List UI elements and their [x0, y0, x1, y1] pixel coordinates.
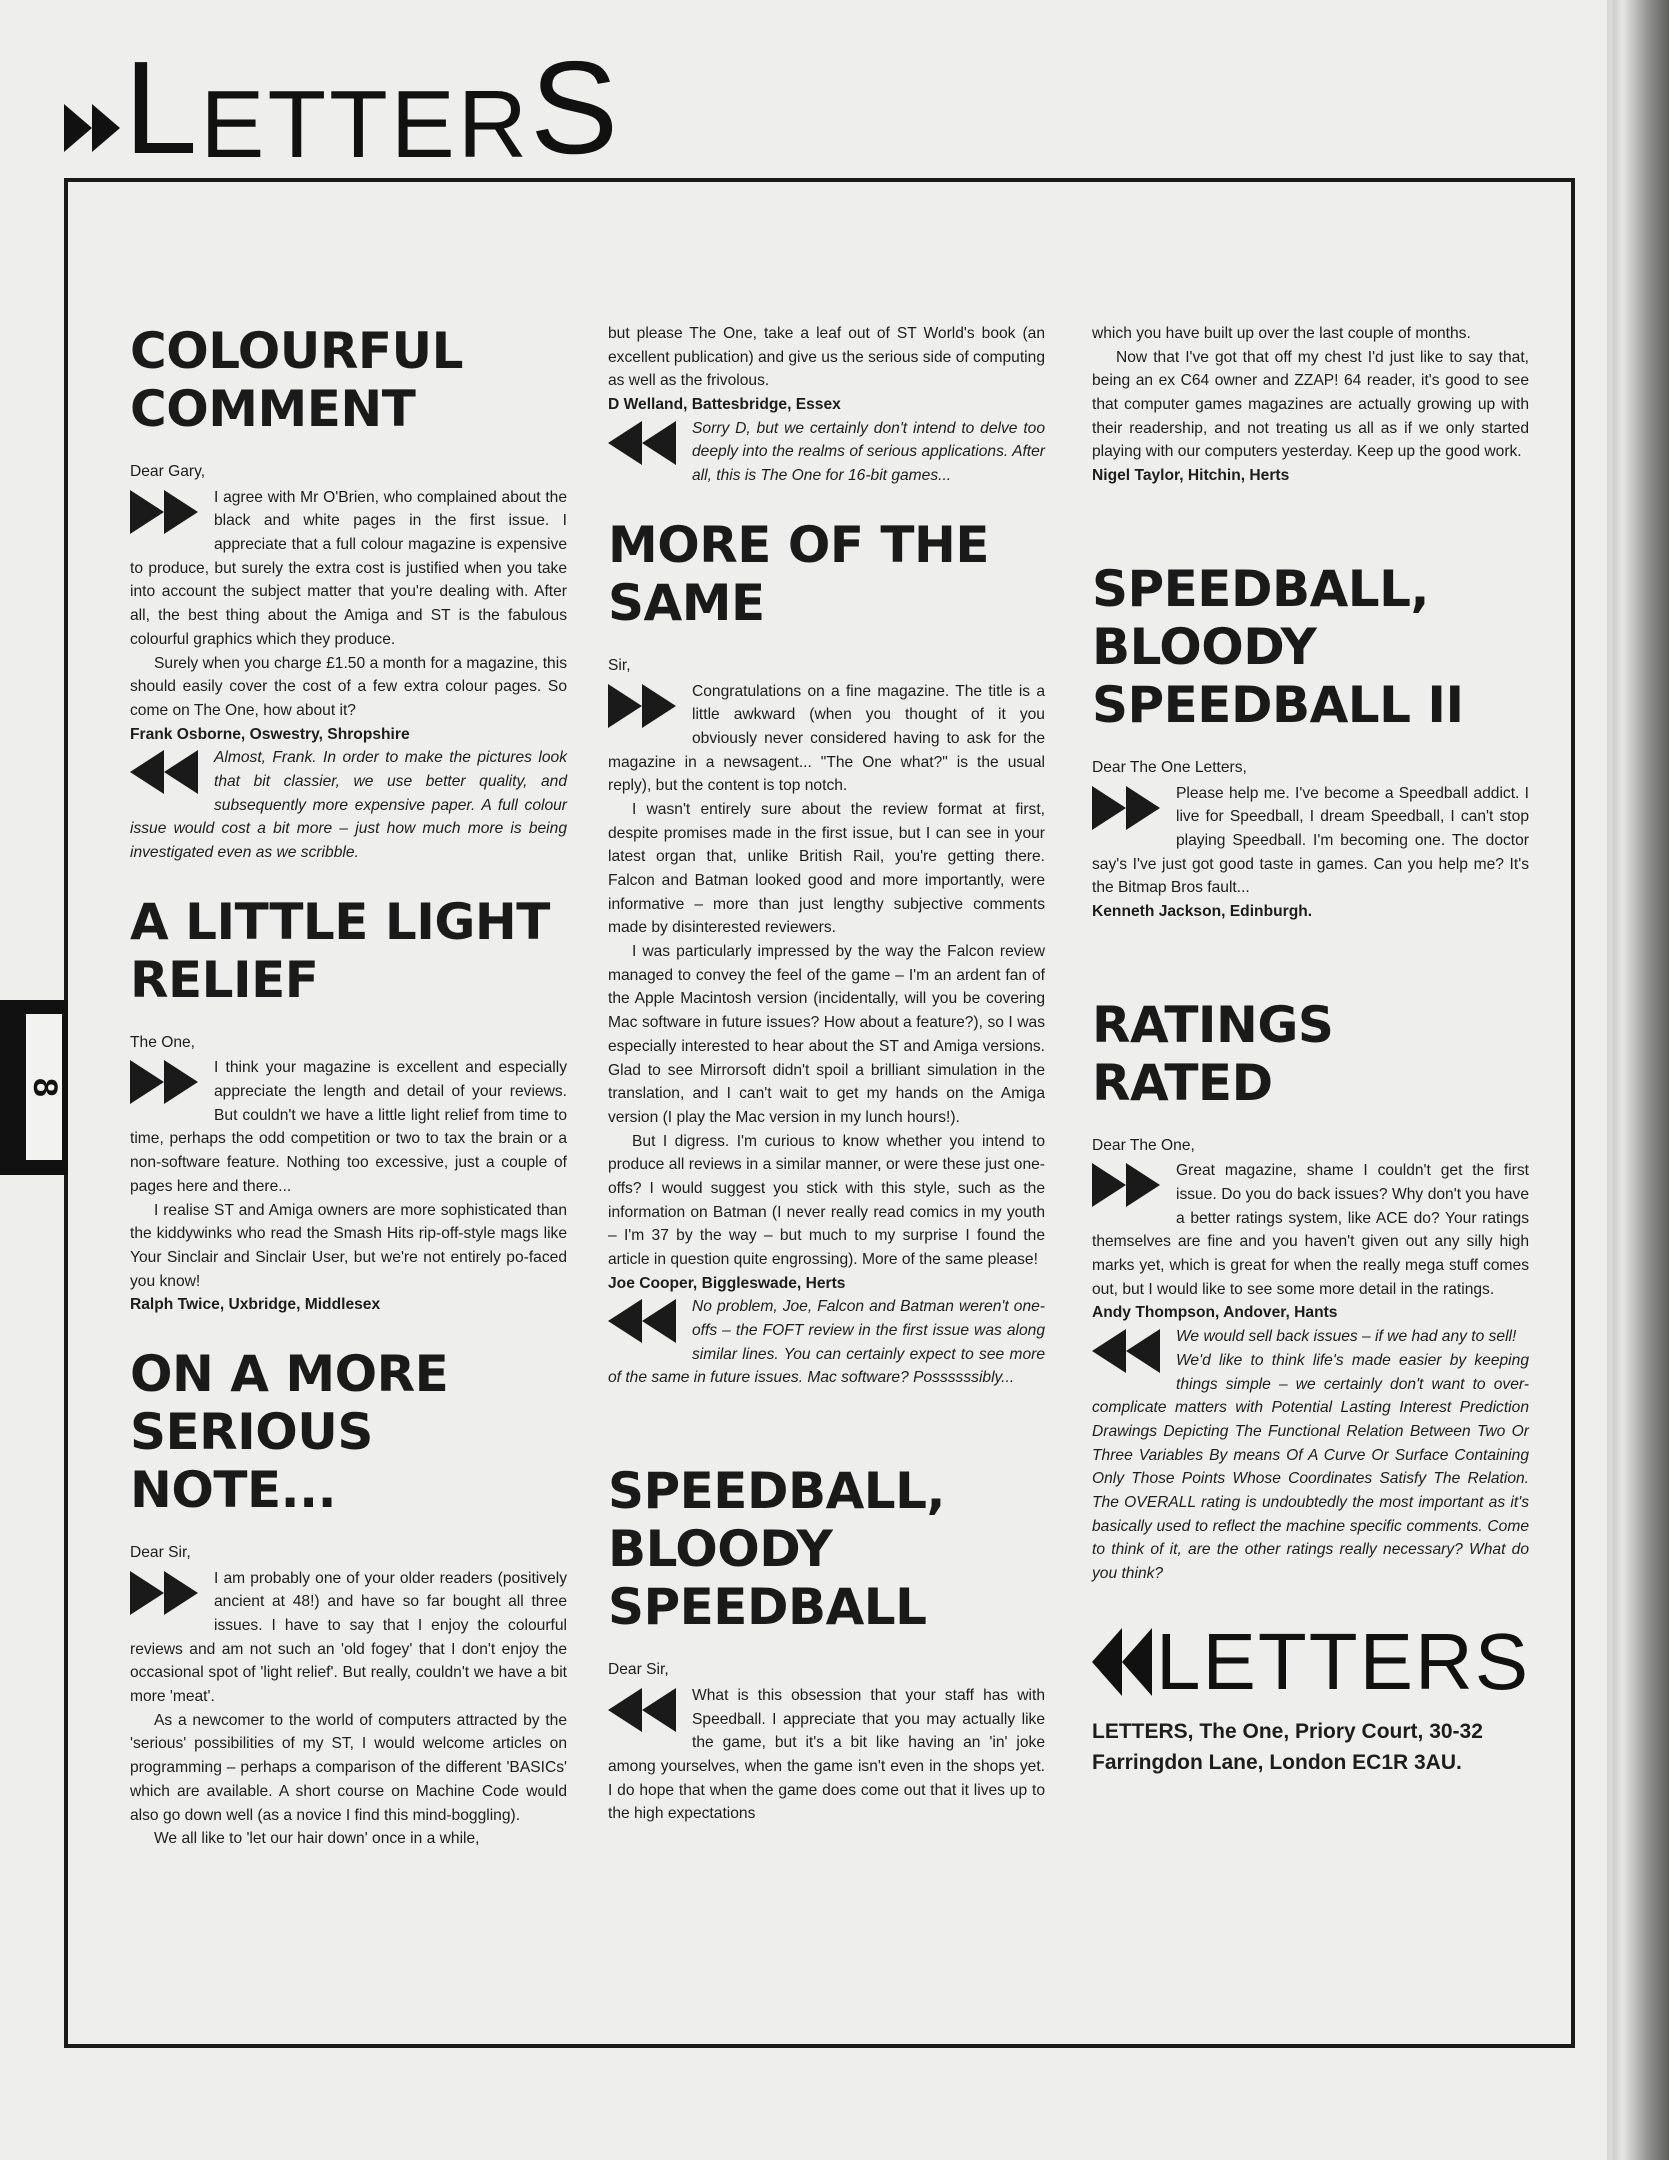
letter-body: Congratulations on a fine magazine. The title is a little awkward (when you thought of it you obviously never considered having to ask for the magazine in a newsagent... "The One what?" is the usual reply), but the content is top notch.	[608, 682, 1045, 795]
letter-body: I am probably one of your older readers (positively ancient at 48!) and have so far bought all three issues. I have to say that I enjoy the colourful reviews and am not such an 'old fogey' that I don't enjoy the occasional spot of 'light relief'. But really, couldn't we have a bit more 'meat'.	[130, 1569, 567, 1706]
letter-body: Great magazine, shame I couldn't get the first issue. Do you do back issues? Why don't you have a better ratings system, like ACE do? Your ratings themselves are fine and you haven't given out any silly high marks yet, which is great for when the really mega stuff comes out, but I would like to see some more detail in the ratings.	[1092, 1162, 1529, 1298]
masthead-last-letter: S	[530, 34, 622, 182]
reply-text: No problem, Joe, Falcon and Batman weren't one-offs – the FOFT review in the first issue was along similar lines. You can certainly expect to see more of the same in future issues. Mac software? Possssssibly...	[608, 1298, 1045, 1387]
letter-signature: Ralph Twice, Uxbridge, Middlesex	[130, 1296, 381, 1314]
letters-logo-label: LETTERS	[1156, 1616, 1531, 1706]
headline: A LITTLE LIGHT RELIEF	[130, 892, 550, 1009]
letter-colourful-comment	[130, 322, 567, 865]
headline: RATINGS RATED	[1092, 995, 1334, 1112]
letter-body: I was particularly impressed by the way the Falcon review managed to convey the feel of the game – I'm an ardent fan of the Apple Macintosh version (incidentally, will you be covering Mac software in future issues? How about a feature?), so I was especially interested to hear about the ST and Amiga versions. Glad to see Mirrorsoft didn't spoil a brilliant simulation in the translation, and I can't wait to get my hands on the Amiga version (I play the Mac version in my lunch hours!).	[608, 943, 1045, 1126]
back-arrow-icon	[1092, 1628, 1122, 1696]
letter-body: Now that I've got that off my chest I'd just like to say that, being an ex C64 owner and ZZAP! 64 reader, it's good to see that computer games magazines are actually growing up with their readership, and not treating us all as if we only started playing with our computers yesterday. Keep up the good work.	[1092, 348, 1529, 461]
masthead-first-letter: L	[124, 34, 201, 182]
reply-text: We'd like to think life's made easier by keeping things simple – we certainly don't want to over-complicate matters with Potential Lasting Interest Prediction Drawings Depicting The Functional Relation Between Two Or Three Variables By means Of A Curve Or Surface Containing Only Those Points Whose Coordinates Satisfy The Relation. The OVERALL rating is undoubtedly the most important as it's basically used to reflect the machine specific comments. Come to think of it, are the other ratings really necessary? What do you think?	[1092, 1351, 1529, 1582]
letter-body: What is this obsession that your staff has with Speedball. I appreciate that you may actually like the game, but it's a bit like having an 'in' joke among yourselves, when the game isn't even in the shops yet. I do hope that when the game does come out that it lives up to the high expectations	[608, 1686, 1045, 1823]
salutation: Dear Sir,	[130, 1543, 191, 1561]
reply-text: Sorry D, but we certainly don't intend to delve too deeply into the realms of serious applications. After all, this is The One for 16-bit games...	[692, 419, 1045, 485]
letter-signature: D Welland, Battesbridge, Essex	[608, 396, 841, 414]
masthead	[64, 34, 622, 182]
salutation: The One,	[130, 1033, 196, 1051]
letters-logo	[1092, 1616, 1531, 1706]
letter-ratings-rated	[1092, 996, 1529, 1586]
forward-arrows-icon	[1092, 786, 1166, 830]
salutation: Dear Sir,	[608, 1661, 669, 1679]
letter-light-relief	[130, 893, 567, 1317]
headline: COLOURFUL COMMENT	[130, 322, 463, 438]
headline: SPEEDBALL, BLOODY SPEEDBALL II	[1092, 559, 1464, 734]
masthead-arrows-icon	[64, 104, 120, 168]
page-edge-shadow	[1607, 0, 1669, 2160]
letter-body: I think your magazine is excellent and especially appreciate the length and detail of your reviews. But couldn't we have a little light relief from time to time, perhaps the odd competition or two to tax the brain or a non-software feature. Nothing too excessive, just a couple of pages here and there...	[130, 1059, 567, 1195]
back-arrows-icon	[608, 1688, 682, 1732]
letter-more-of-the-same	[608, 516, 1045, 1390]
letter-body: but please The One, take a leaf out of ST World's book (an excellent publication) and give us the serious side of computing as well as the frivolous.	[608, 325, 1045, 390]
editor-reply	[130, 746, 567, 864]
back-arrows-icon	[130, 750, 204, 794]
column-1	[130, 322, 567, 1851]
reply-text: Almost, Frank. In order to make the pictures look that bit classier, we use better quality, and subsequently more expensive paper. A full colour issue would cost a bit more – just how much more is being investigated even as we scribble.	[130, 749, 567, 861]
editor-reply	[608, 417, 1045, 488]
letter-speedball	[608, 1462, 1045, 1826]
headline: ON A MORE SERIOUS NOTE...	[130, 1344, 449, 1519]
letter-serious-note	[130, 1345, 567, 1851]
letter-speedball-ii	[1092, 560, 1529, 924]
letter-body: Please help me. I've become a Speedball addict. I live for Speedball, I dream Speedball, I can't stop playing Speedball. I'm becoming one. The doctor say's I've just got good taste in games. Can you help me? It's the Bitmap Bros fault...	[1092, 784, 1529, 897]
letter-body: As a newcomer to the world of computers attracted by the 'serious' possibilities of my ST, I would welcome articles on programming – perhaps a comparison of the different 'BASICs' which are available. A short course on Machine Code would also go down well (as a novice I find this mind-boggling).	[130, 1711, 567, 1824]
letter-body: I wasn't entirely sure about the review format at first, despite promises made in the first issue, but I can see in your latest organ that, unlike British Rail, you're getting there. Falcon and Batman looked good and more importantly, were informative – more than just lengthy subjective comments made by disinterested reviewers.	[608, 800, 1045, 937]
back-arrow-icon	[1122, 1628, 1152, 1696]
reply-text: We would sell back issues – if we had any to sell!	[1176, 1328, 1517, 1346]
back-arrows-icon	[608, 1299, 682, 1343]
letter-signature: Andy Thompson, Andover, Hants	[1092, 1304, 1338, 1322]
editor-reply	[1092, 1325, 1529, 1586]
letter-body: We all like to 'let our hair down' once in a while,	[154, 1830, 480, 1848]
forward-arrows-icon	[130, 1571, 204, 1615]
letter-body: I realise ST and Amiga owners are more sophisticated than the kiddywinks who read the Smash Hits rip-off-style mags like Your Sinclair and Sinclair User, but we're not entirely po-faced you know!	[130, 1201, 567, 1290]
page-number-tab	[0, 1000, 68, 1175]
letter-body: which you have built up over the last couple of months.	[1092, 325, 1471, 342]
masthead-middle: ETTER	[200, 70, 531, 178]
salutation: Dear Gary,	[130, 463, 206, 480]
letter-speedball-continued	[1092, 322, 1529, 488]
headline: MORE OF THE SAME	[608, 515, 989, 632]
forward-arrows-icon	[1092, 1163, 1166, 1207]
contact-address: LETTERS, The One, Priory Court, 30-32 Farringdon Lane, London EC1R 3AU.	[1092, 1719, 1483, 1775]
page-number: 8	[25, 1077, 64, 1097]
letter-body: But I digress. I'm curious to know whether you intend to produce all reviews in a similar manner, or were these just one-offs? I would suggest you stick with this style, such as the information on Batman (I never really read comics in my youth – I'm 37 by the way – but much to my surprise I found the article in question quite engrossing). More of the same please!	[608, 1132, 1045, 1268]
salutation: Dear The One,	[1092, 1136, 1195, 1154]
letter-signature: Joe Cooper, Biggleswade, Herts	[608, 1274, 846, 1292]
back-arrows-icon	[1092, 1329, 1166, 1373]
forward-arrows-icon	[130, 490, 204, 534]
salutation: Dear The One Letters,	[1092, 758, 1247, 776]
column-2	[608, 322, 1045, 1826]
column-3	[1092, 322, 1529, 1779]
letter-body: Surely when you charge £1.50 a month for a magazine, this should easily cover the cost of a few extra colour pages. So come on The One, how about it?	[130, 654, 567, 719]
letter-signature: Nigel Taylor, Hitchin, Herts	[1092, 467, 1290, 485]
editor-reply	[608, 1295, 1045, 1390]
letter-body: I agree with Mr O'Brien, who complained about the black and white pages in the first issue. I appreciate that a full colour magazine is expensive to produce, but surely the extra cost is justified when you take into account the subject matter that you're dealing with. After all, the best thing about the Amiga and ST is the fabulous colourful graphics which they produce.	[130, 488, 567, 648]
salutation: Sir,	[608, 656, 631, 674]
letter-signature: Frank Osborne, Oswestry, Shropshire	[130, 725, 410, 743]
forward-arrows-icon	[130, 1060, 204, 1104]
letter-signature: Kenneth Jackson, Edinburgh.	[1092, 902, 1313, 920]
back-arrows-icon	[608, 421, 682, 465]
forward-arrows-icon	[608, 684, 682, 728]
headline: SPEEDBALL, BLOODY SPEEDBALL	[608, 1462, 945, 1637]
letter-serious-note-continued	[608, 322, 1045, 488]
